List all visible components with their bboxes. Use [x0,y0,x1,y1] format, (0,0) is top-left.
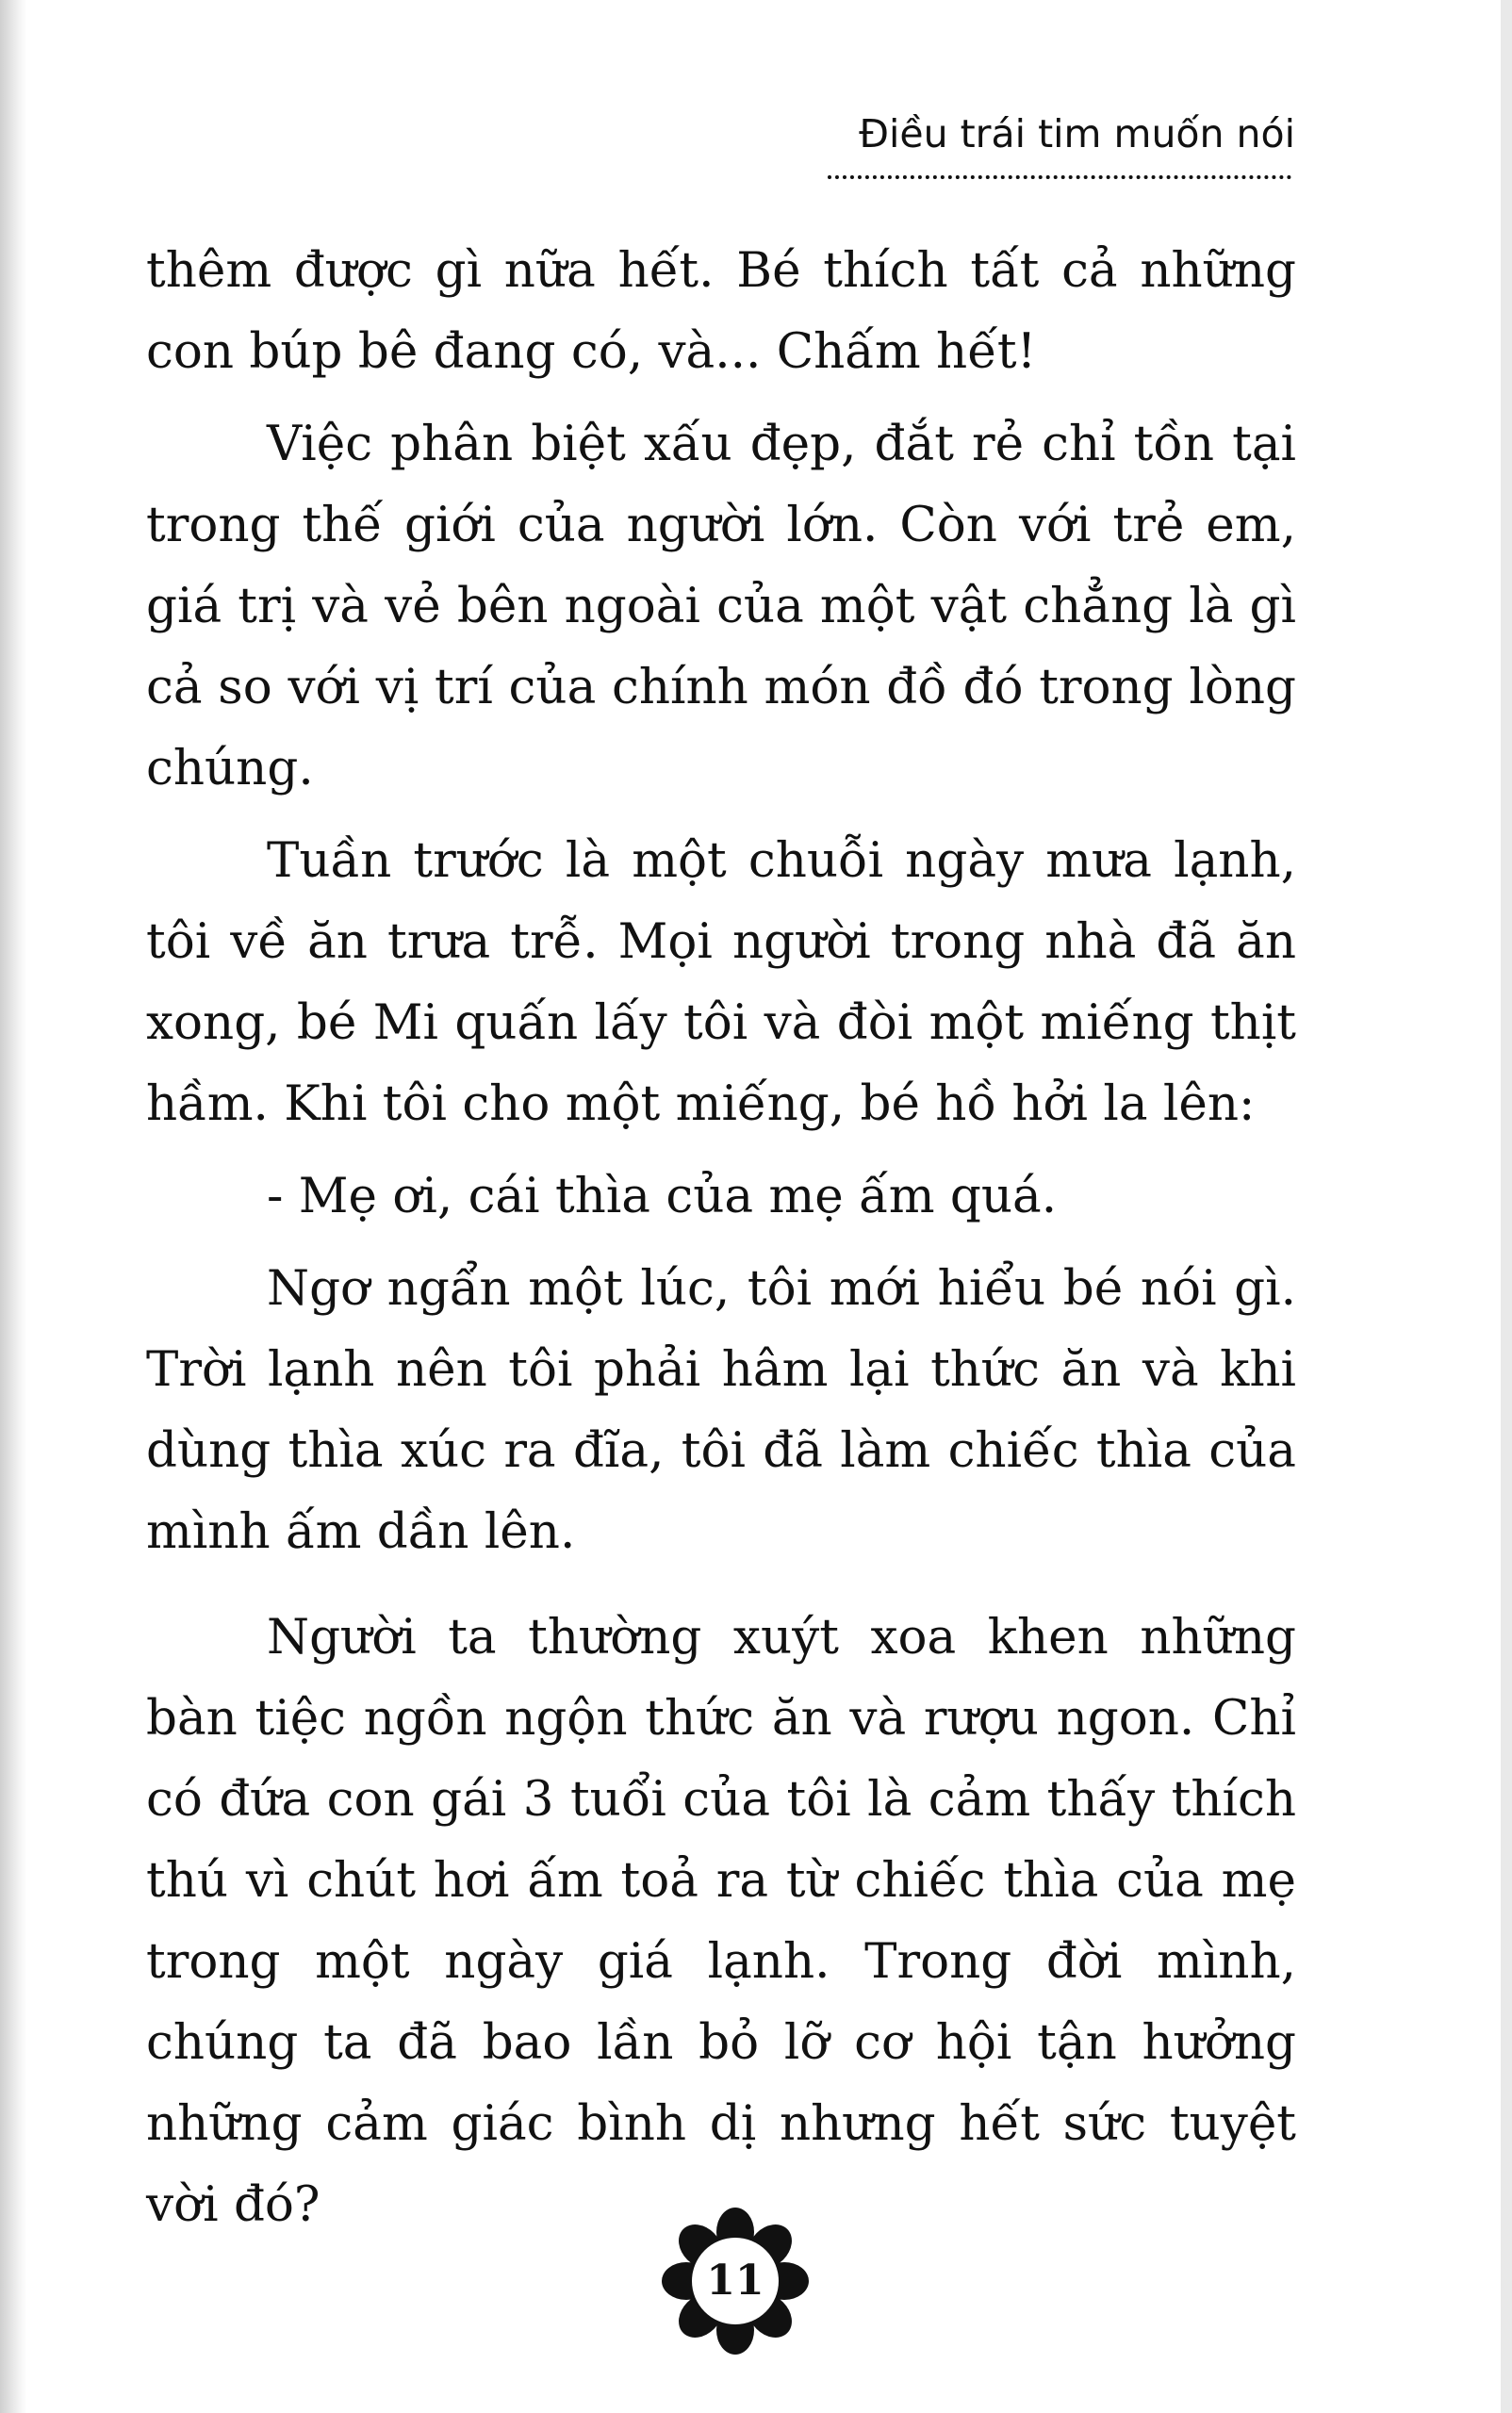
paragraph-2: Việc phân biệt xấu đẹp, đắt rẻ chỉ tồn tại trong thế giới của người lớn. Còn với trẻ em, giá trị và vẻ bên ngoài của một vật chẳng là gì cả so với vị trí của chính món đồ đó trong lòng chúng. [146,416,1296,796]
paragraph-dialogue: - Mẹ ơi, cái thìa của mẹ ấm quá. [267,1168,1058,1224]
page-edge-shadow [0,0,26,2413]
page-edge-right [1501,0,1512,2413]
page-body [146,230,1296,2257]
page-number: 11 [706,2257,764,2305]
running-header-title: Điều trái tim muốn nói [859,111,1295,156]
paragraph-5: Ngơ ngẩn một lúc, tôi mới hiểu bé nói gì. Trời lạnh nên tôi phải hâm lại thức ăn và khi dùng thìa xúc ra đĩa, tôi đã làm chiếc thìa của mình ấm dần lên. [146,1260,1296,1560]
paragraph-1: thêm được gì nữa hết. Bé thích tất cả những con búp bê đang có, và... Chấm hết! [146,242,1296,380]
page-number-ornament [660,2206,811,2356]
header-dotted-rule [828,175,1291,179]
paragraph-3: Tuần trước là một chuỗi ngày mưa lạnh, tôi về ăn trưa trễ. Mọi người trong nhà đã ăn xong, bé Mi quấn lấy tôi và đòi một miếng thịt hầm. Khi tôi cho một miếng, bé hồ hởi la lên: [146,832,1296,1132]
paragraph-6: Người ta thường xuýt xoa khen những bàn tiệc ngồn ngộn thức ăn và rượu ngon. Chỉ có đứa con gái 3 tuổi của tôi là cảm thấy thích thú vì chút hơi ấm toả ra từ chiếc thìa của mẹ trong một ngày giá lạnh. Trong đời mình, chúng ta đã bao lần bỏ lỡ cơ hội tận hưởng những cảm giác bình dị nhưng hết sức tuyệt vời đó? [146,1609,1296,2233]
